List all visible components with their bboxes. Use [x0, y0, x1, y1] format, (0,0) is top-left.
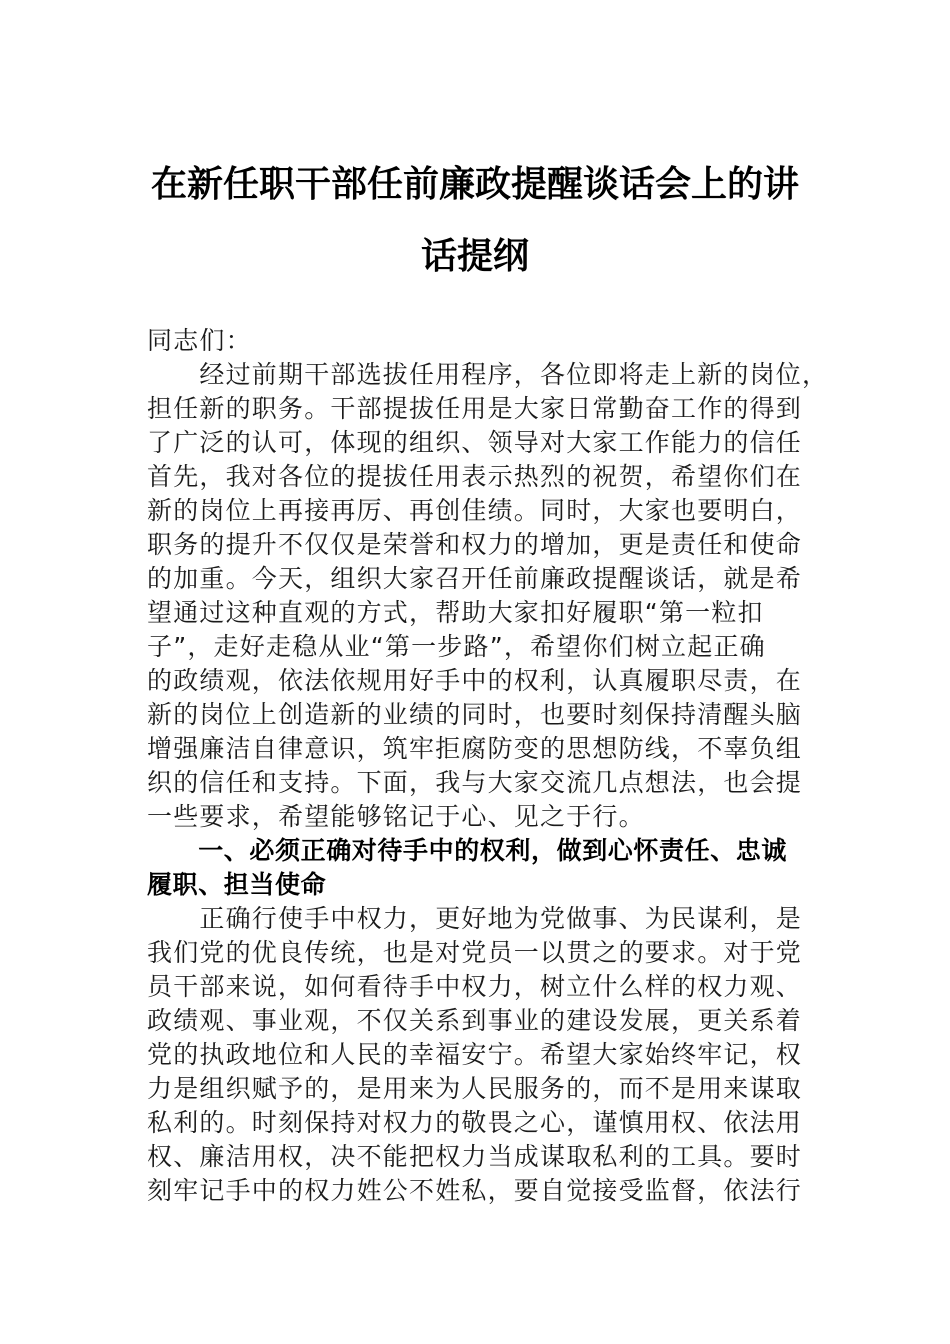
paragraph-line: 织的信任和支持。下面，我与大家交流几点想法，也会提 [147, 768, 803, 797]
paragraph-line: 政绩观、事业观，不仅关系到事业的建设发展，更关系着 [147, 1006, 803, 1035]
paragraph-line: 新的岗位上再接再厉、再创佳绩。同时，大家也要明白， [147, 496, 803, 525]
document-body [147, 324, 827, 1208]
paragraph-line: 望通过这种直观的方式，帮助大家扣好履职“第一粒扣 [147, 598, 764, 627]
document-title-line-1: 在新任职干部任前廉政提醒谈话会上的讲 [150, 163, 799, 205]
paragraph-line: 力是组织赋予的，是用来为人民服务的，而不是用来谋取 [147, 1074, 803, 1103]
paragraph-line: 增强廉洁自律意识，筑牢拒腐防变的思想防线，不辜负组 [147, 734, 803, 763]
heading-line: 一、必须正确对待手中的权利，做到心怀责任、忠诚 [147, 836, 788, 865]
paragraph-line: 新的岗位上创造新的业绩的同时，也要时刻保持清醒头脑 [147, 700, 803, 729]
paragraph-line: 我们党的优良传统，也是对党员一以贯之的要求。对于党 [147, 938, 803, 967]
heading-line: 履职、担当使命 [147, 870, 327, 899]
salutation: 同志们： [147, 326, 252, 355]
paragraph-line: 的加重。今天，组织大家召开任前廉政提醒谈话，就是希 [147, 564, 803, 593]
paragraph-line: 经过前期干部选拔任用程序，各位即将走上新的岗位， [147, 360, 829, 389]
paragraph-line: 首先，我对各位的提拔任用表示热烈的祝贺，希望你们在 [147, 462, 803, 491]
paragraph-line: 一些要求，希望能够铭记于心、见之于行。 [147, 802, 645, 831]
document-title-line-2: 话提纲 [420, 235, 529, 277]
paragraph-line: 私利的。时刻保持对权力的敬畏之心，谨慎用权、依法用 [147, 1108, 803, 1137]
paragraph-2 [147, 902, 827, 1208]
section-heading-1 [147, 834, 827, 902]
paragraph-line: 权、廉洁用权，决不能把权力当成谋取私利的工具。要时 [147, 1142, 803, 1171]
paragraph-1 [147, 358, 827, 834]
paragraph-line: 担任新的职务。干部提拔任用是大家日常勤奋工作的得到 [147, 394, 803, 423]
paragraph-line: 了广泛的认可，体现的组织、领导对大家工作能力的信任 [147, 428, 803, 457]
paragraph-line: 职务的提升不仅仅是荣誉和权力的增加，更是责任和使命 [147, 530, 803, 559]
paragraph-line: 刻牢记手中的权力姓公不姓私，要自觉接受监督，依法行 [147, 1176, 803, 1205]
paragraph-line: 子”，走好走稳从业“第一步路”，希望你们树立起正确 [147, 632, 766, 661]
paragraph-line: 的政绩观，依法依规用好手中的权利，认真履职尽责，在 [147, 666, 803, 695]
paragraph-line: 党的执政地位和人民的幸福安宁。希望大家始终牢记，权 [147, 1040, 803, 1069]
paragraph-line: 正确行使手中权力，更好地为党做事、为民谋利，是 [147, 904, 803, 933]
paragraph-line: 员干部来说，如何看待手中权力，树立什么样的权力观、 [147, 972, 803, 1001]
